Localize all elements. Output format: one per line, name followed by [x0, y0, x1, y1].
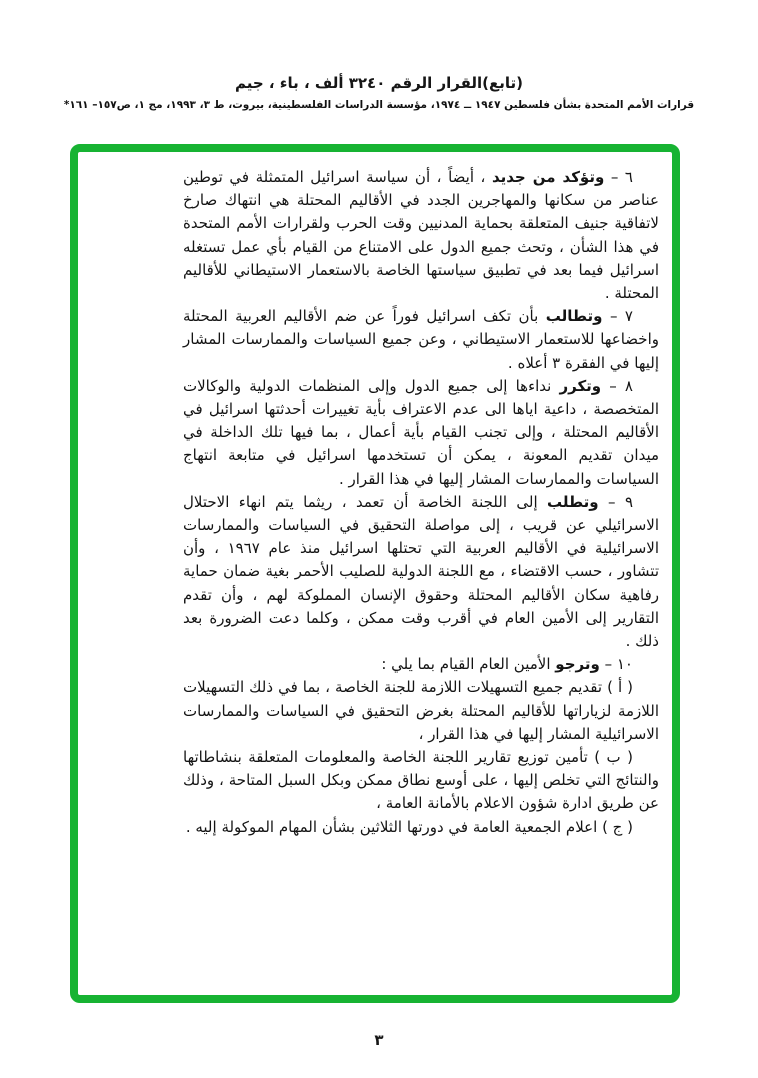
paragraph-9 [183, 491, 659, 653]
paragraph-number: ٩ – [608, 492, 633, 511]
subitem-marker: ( ب ) [594, 748, 633, 767]
paragraph-number: ٨ – [609, 376, 633, 395]
paragraph-text: بأن تكف اسرائيل فوراً عن ضم الأقاليم العربية المحتلة واخضاعها للاستعمار الاستيطاني ، وعن جميع السياسات والممارسات المشار إليها في الفقرة ٣ أعلاه . [183, 307, 659, 372]
paragraph-text: إلى اللجنة الخاصة أن تعمد ، ريثما يتم انهاء الاحتلال الاسرائيلي عن قريب ، إلى مواصلة التحقيق في السياسات والممارسات الاسرائيلية في الأقاليم العربية التي تحتلها اسرائيل منذ عام ١٩٦٧ ، وأن تتشاور ، حسب الاقتضاء ، مع اللجنة الدولية للصليب الأحمر بغية ضمان حماية رفاهية سكان الأقاليم المحتلة وحقوق الإنسان المملوكة لهم ، وأن تقدم التقارير إلى الأمين العام في أقرب وقت ممكن ، وكلما دعت الضرورة بعد ذلك . [183, 492, 659, 651]
subitem-text: اعلام الجمعية العامة في دورتها الثلاثين بشأن المهام الموكولة إليه . [185, 817, 598, 836]
subitem-text: تأمين توزيع تقارير اللجنة الخاصة والمعلومات المتعلقة بنشاطاتها والنتائج التي تخلص إليها ، على أوسع نطاق ممكن وبكل السبل المتاحة ، وذلك عن طريق ادارة شؤون الاعلام بالأمانة العامة ، [183, 748, 659, 813]
paragraph-lead: وتطلب [547, 492, 599, 511]
paragraph-6 [183, 166, 659, 305]
paragraph-lead: وتكرر [559, 376, 602, 395]
resolution-body [183, 166, 659, 839]
paragraph-lead: وتطالب [545, 307, 603, 326]
paragraph-number: ٦ – [610, 168, 633, 186]
subitem-marker: ( ج ) [602, 817, 633, 836]
paragraph-number: ٧ – [609, 307, 633, 326]
subitem-alef [183, 676, 659, 746]
paragraph-number: ١٠ – [604, 655, 633, 674]
source-citation: قرارات الأمم المتحدة بشأن فلسطين ١٩٤٧ ــ ١٩٧٤، مؤسسة الدراسات الفلسطينية، بيروت، ط ٣، ١٩٩٣، مج ١، ص١٥٧– ١٦١* [63, 99, 695, 111]
subitem-marker: ( أ ) [607, 678, 633, 697]
paragraph-lead: وترجو [555, 655, 600, 674]
subitem-text: تقديم جميع التسهيلات اللازمة للجنة الخاصة ، بما في ذلك التسهيلات اللازمة لزياراتها للأقاليم المحتلة بغرض التحقيق في السياسات والممارسات الاسرائيلية المشار إليها في هذا القرار ، [183, 678, 659, 743]
paragraph-8 [183, 375, 659, 491]
paragraph-10 [183, 653, 659, 676]
paragraph-text: نداءها إلى جميع الدول وإلى المنظمات الدولية والوكالات المتخصصة ، داعية اياها الى عدم الاعتراف بأية تغييرات أحدثتها اسرائيل في الأقاليم المحتلة ، وإلى تجنب القيام بأية أعمال ، بما فيها تلك الداخلة في ميدان تقديم المعونة ، يمكن أن تستخدمها اسرائيل في متابعة انتهاج السياسات والممارسات المشار إليها في هذا القرار . [183, 376, 659, 488]
paragraph-text: ، أيضاً ، أن سياسة اسرائيل المتمثلة في توطين عناصر من سكانها والمهاجرين الجدد في الأقاليم المحتلة هي انتهاك صارخ لاتفاقية جنيف المتعلقة بحماية المدنيين وقت الحرب ولقرارات الأمم المتحدة في هذا الشأن ، وتحث جميع الدول على الامتناع من القيام بأي عمل تستغله اسرائيل فيما بعد في تطبيق سياستها الخاصة بالاستعمار الاستيطاني للأقاليم المحتلة . [183, 168, 659, 303]
paragraph-lead: وتؤكد من جديد [491, 168, 605, 186]
subitem-baa [183, 746, 659, 816]
page-number: ٣ [374, 1031, 384, 1049]
page-title: (تابع)القرار الرقم ٣٢٤٠ ألف ، باء ، جيم [234, 74, 524, 92]
subitem-jeem [183, 816, 659, 839]
paragraph-7 [183, 305, 659, 375]
paragraph-text: الأمين العام القيام بما يلي : [381, 655, 551, 674]
